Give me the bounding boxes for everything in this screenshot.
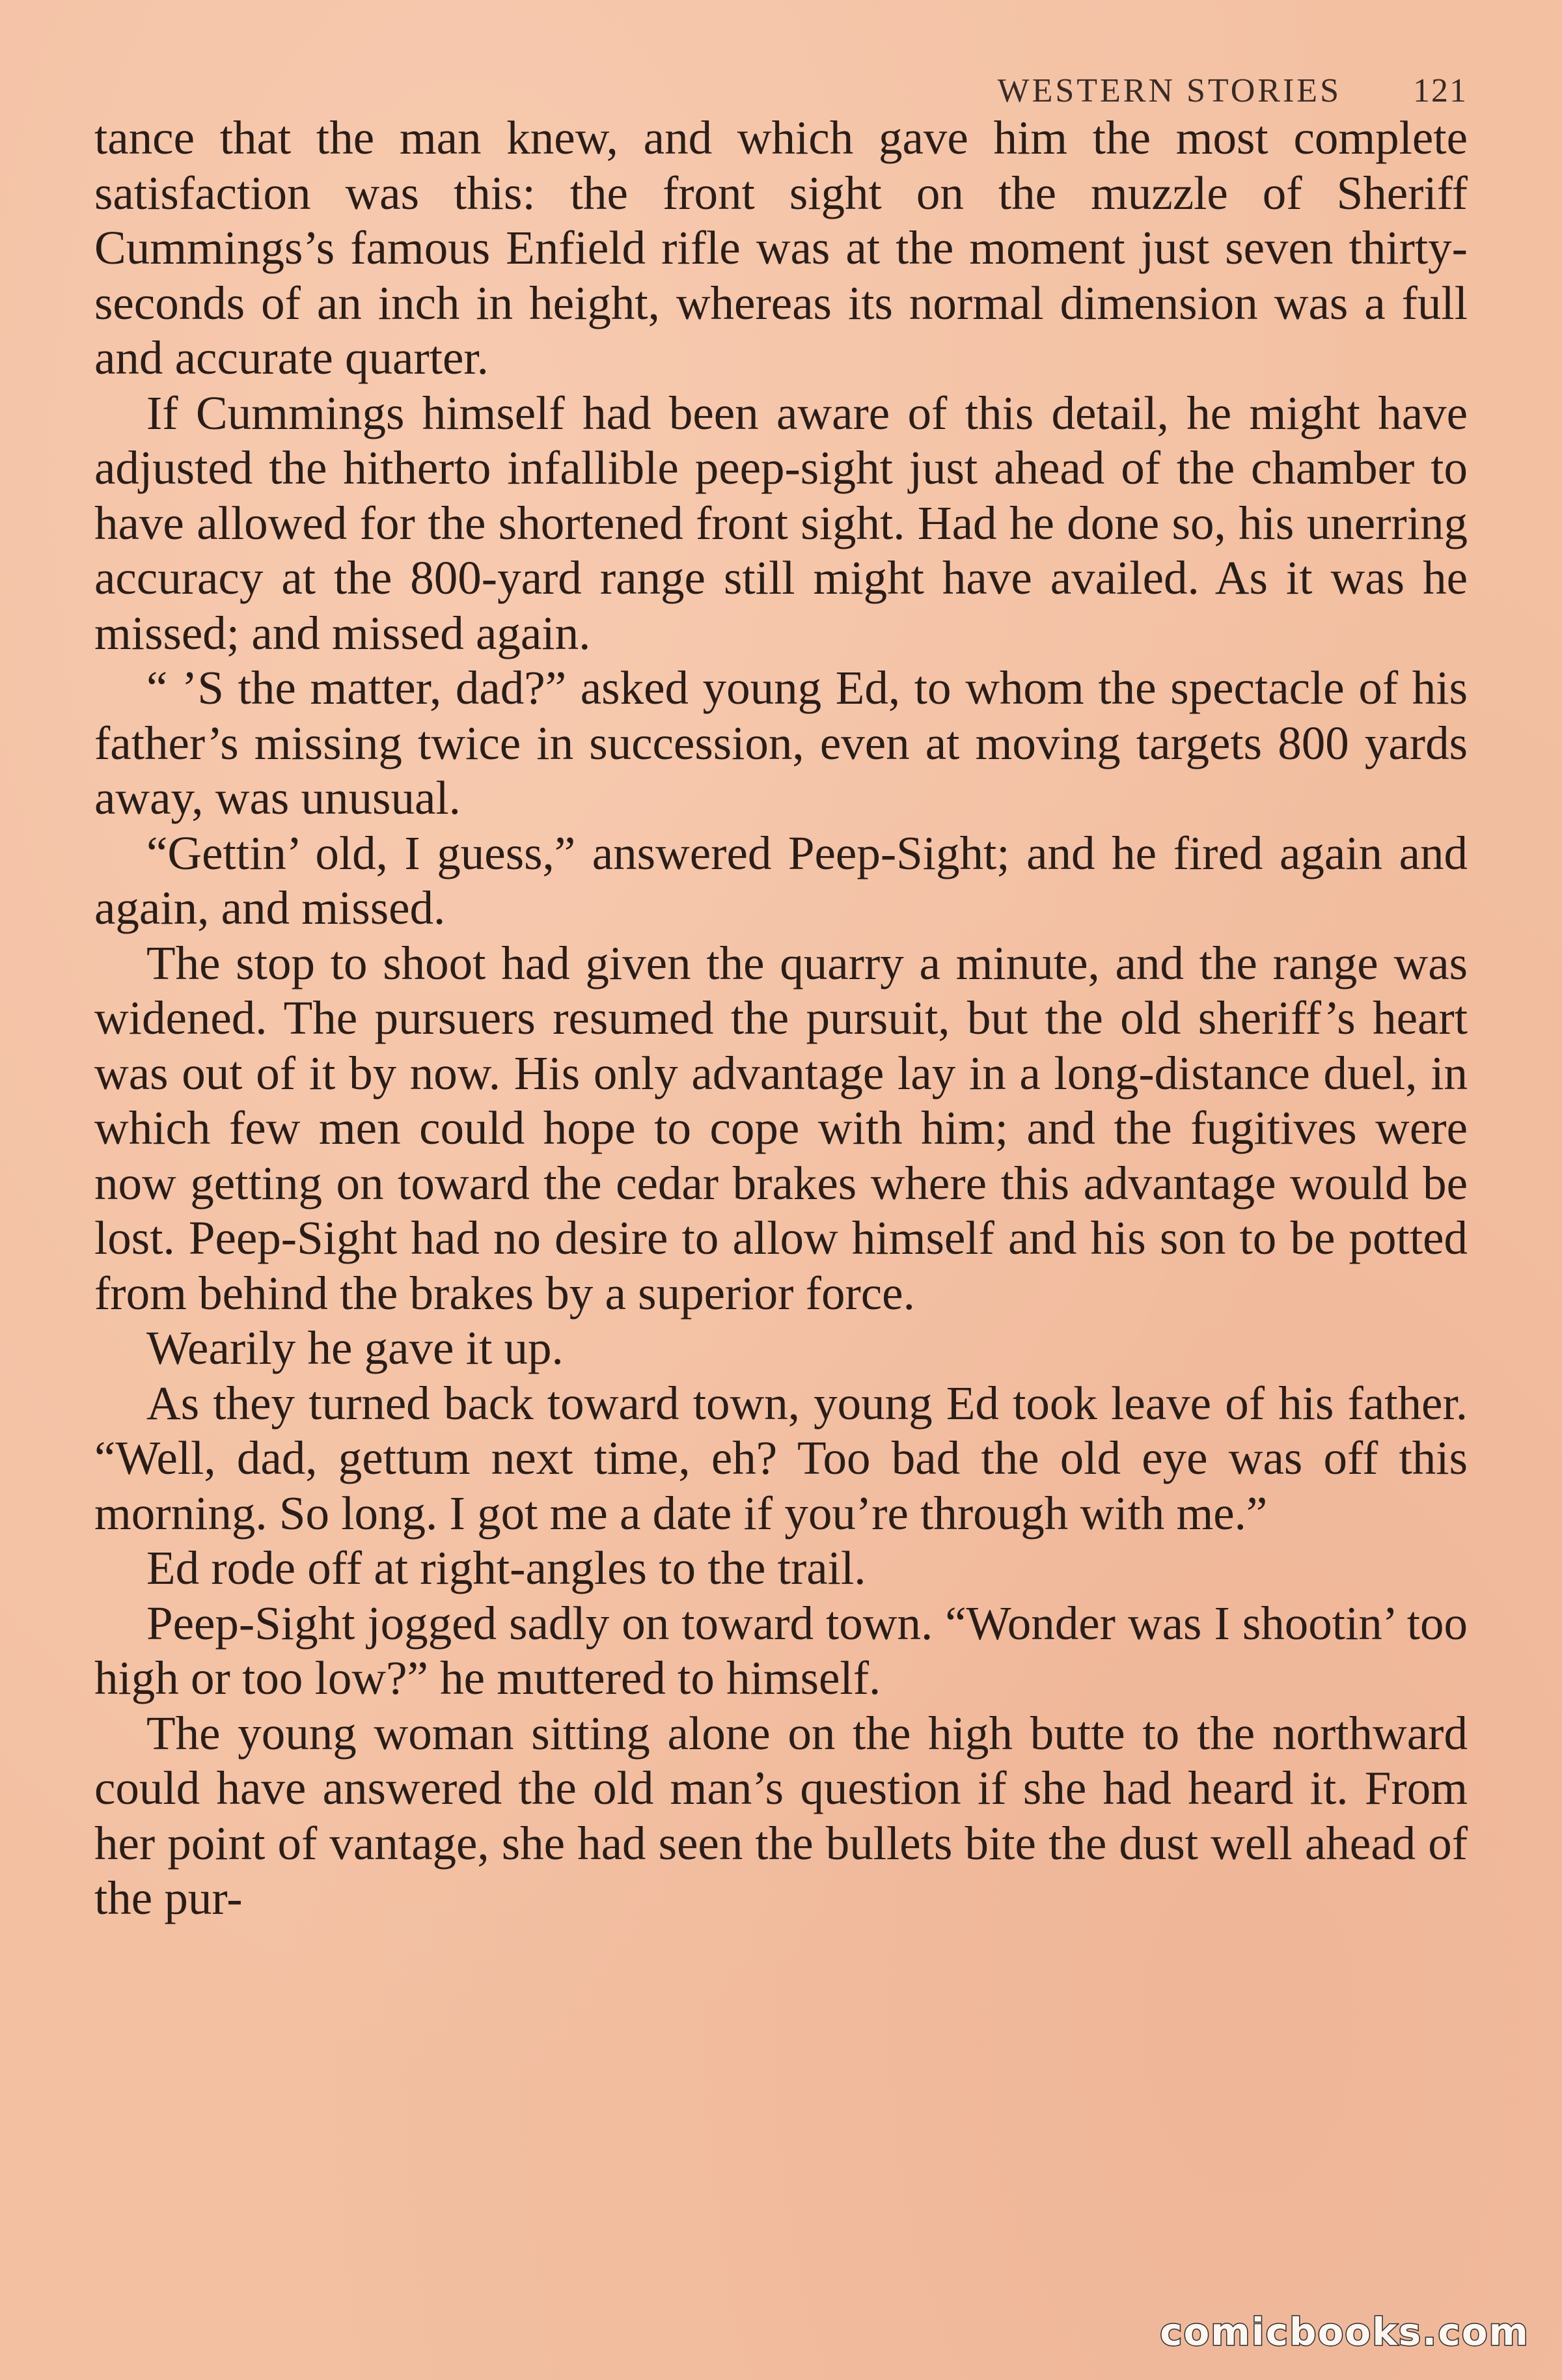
body-text — [94, 111, 1468, 1926]
paragraph: Peep-Sight jogged sadly on toward town. “Wonder was I shootin’ too high or too low?” he muttered to himself. — [94, 1596, 1468, 1704]
watermark-logo: comicbooks.com — [1160, 2310, 1529, 2354]
paragraph: Wearily he gave it up. — [146, 1321, 564, 1374]
running-head — [997, 72, 1468, 110]
paragraph: If Cummings himself had been aware of this detail, he might have adjusted the hitherto infallible peep-sight just ahead of the chamber to have allowed for the shortened front sight. Had he done so, his unerring accuracy at the 800-yard range still might have availed. As it was he missed; and missed again. — [94, 386, 1468, 659]
paragraph: “Gettin’ old, I guess,” answered Peep-Sight; and he fired again and again, and missed. — [94, 826, 1468, 934]
paragraph: The stop to shoot had given the quarry a minute, and the range was widened. The pursuers resumed the pursuit, but the old sheriff’s heart was out of it by now. His only advantage lay in a long-distance duel, in which few men could hope to cope with him; and the fugitives were now getting on toward the cedar brakes where this advantage would be lost. Peep-Sight had no desire to allow himself and his son to be potted from behind the brakes by a superior force. — [94, 936, 1468, 1320]
page-number: 121 — [1413, 72, 1468, 109]
paragraph: As they turned back toward town, young Ed took leave of his father. “Well, dad, gettum next time, eh? Too bad the old eye was off this morning. So long. I got me a date if you’re through with me.” — [94, 1376, 1468, 1540]
paragraph: tance that the man knew, and which gave him the most complete satisfaction was this: the front sight on the muzzle of Sheriff Cummings’s famous Enfield rifle was at the moment just seven thirty-seconds of an inch in height, whereas its normal dimension was a full and accurate quarter. — [94, 111, 1468, 384]
paragraph: The young woman sitting alone on the high butte to the northward could have answered the old man’s question if she had heard it. From her point of vantage, she had seen the bullets bite the dust well ahead of the pur- — [94, 1706, 1468, 1924]
paragraph: “ ’S the matter, dad?” asked young Ed, to whom the spectacle of his father’s missing twice in succession, even at moving targets 800 yards away, was unusual. — [94, 661, 1468, 824]
paragraph: Ed rode off at right-angles to the trail. — [146, 1542, 866, 1594]
running-head-title: WESTERN STORIES — [997, 72, 1341, 109]
